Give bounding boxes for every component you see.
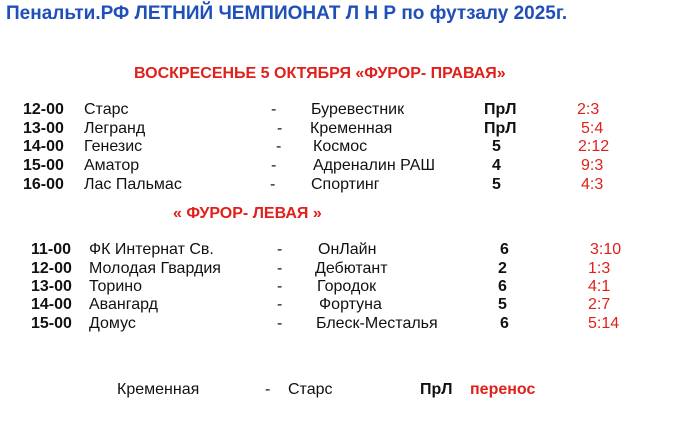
score: 4:1 — [588, 278, 611, 295]
away-team: Космос — [313, 138, 368, 155]
match-time: 16-00 — [23, 176, 64, 193]
match-time: 15-00 — [31, 315, 72, 332]
away-team: Кременная — [310, 120, 393, 137]
match-dash: - — [277, 278, 283, 295]
score: 4:3 — [581, 176, 604, 193]
league: ПрЛ — [484, 120, 517, 137]
page-title: Пенальти.РФ ЛЕТНИЙ ЧЕМПИОНАТ Л Н Р по футзалу 2025г. — [6, 3, 568, 24]
home-team: ФК Интернат Св. — [89, 241, 214, 258]
league: 4 — [492, 157, 501, 174]
match-dash: - — [277, 296, 283, 313]
home-team: Авангард — [89, 296, 158, 313]
score: 2:3 — [577, 101, 600, 118]
section-heading-furor-left: « ФУРОР- ЛЕВАЯ » — [173, 205, 322, 222]
score: 3:10 — [590, 241, 622, 258]
away-team: Дебютант — [315, 260, 388, 277]
home-team: Кременная — [117, 381, 200, 398]
league: 6 — [498, 278, 507, 295]
postponed-status: перенос — [470, 381, 536, 398]
league: 5 — [492, 176, 501, 193]
score: 2:12 — [578, 138, 610, 155]
section-heading-furor-right: ВОСКРЕСЕНЬЕ 5 ОКТЯБРЯ «ФУРОР- ПРАВАЯ» — [134, 65, 506, 82]
match-dash: - — [271, 157, 277, 174]
score: 9:3 — [581, 157, 604, 174]
match-dash: - — [276, 138, 282, 155]
match-dash: - — [277, 315, 283, 332]
away-team: Фортуна — [319, 296, 382, 313]
away-team: Адреналин РАШ — [313, 157, 436, 174]
home-team: Домус — [89, 315, 136, 332]
match-time: 13-00 — [23, 120, 64, 137]
score: 5:4 — [581, 120, 604, 137]
match-time: 15-00 — [23, 157, 64, 174]
league: ПрЛ — [484, 101, 517, 118]
match-dash: - — [277, 260, 283, 277]
match-dash: - — [270, 176, 276, 193]
score: 2:7 — [588, 296, 611, 313]
home-team: Лас Пальмас — [84, 176, 182, 193]
away-team: ОнЛайн — [318, 241, 377, 258]
match-dash: - — [277, 120, 283, 137]
league: 6 — [500, 241, 509, 258]
league: 6 — [500, 315, 509, 332]
away-team: Блеск-Месталья — [316, 315, 438, 332]
home-team: Аматор — [84, 157, 140, 174]
league: ПрЛ — [420, 381, 453, 398]
away-team: Спортинг — [311, 176, 380, 193]
away-team: Городок — [317, 278, 377, 295]
match-time: 14-00 — [23, 138, 64, 155]
score: 5:14 — [588, 315, 620, 332]
match-time: 14-00 — [31, 296, 72, 313]
home-team: Старс — [84, 101, 129, 118]
match-time: 12-00 — [31, 260, 72, 277]
away-team: Буревестник — [311, 101, 405, 118]
away-team: Старс — [288, 381, 333, 398]
home-team: Молодая Гвардия — [89, 260, 221, 277]
home-team: Генезис — [84, 138, 143, 155]
match-time: 13-00 — [31, 278, 72, 295]
match-dash: - — [265, 381, 271, 398]
league: 5 — [492, 138, 501, 155]
match-dash: - — [277, 241, 283, 258]
match-time: 11-00 — [31, 241, 72, 258]
league: 5 — [498, 296, 507, 313]
match-dash: - — [271, 101, 277, 118]
home-team: Легранд — [84, 120, 146, 137]
score: 1:3 — [588, 260, 611, 277]
match-time: 12-00 — [23, 101, 64, 118]
league: 2 — [498, 260, 507, 277]
home-team: Торино — [89, 278, 142, 295]
